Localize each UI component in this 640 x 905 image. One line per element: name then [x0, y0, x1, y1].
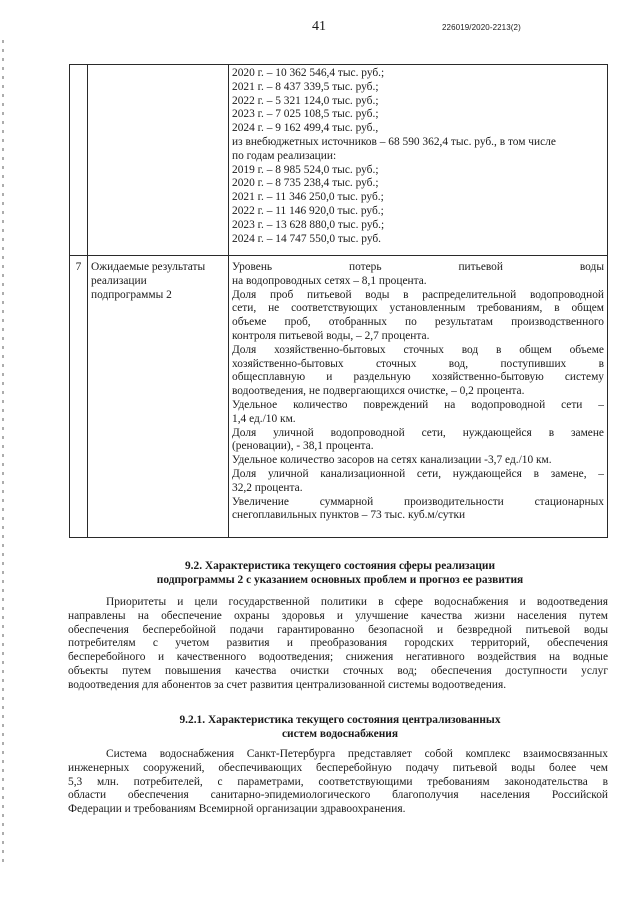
result-line: общесплавную и раздельную хозяйственно-бытовую систему — [232, 371, 604, 384]
document-code: 226019/2020-2213(2) — [442, 23, 521, 32]
result-line: Удельное количество засоров на сетях канализации -3,7 ед./10 км. — [232, 454, 552, 467]
result-line: Доля уличной водопроводной сети, нуждающейся в замене — [232, 426, 604, 439]
result-line: Доля хозяйственно-бытовых сточных вод в общем объеме — [232, 343, 604, 356]
funding-line: 2022 г. – 11 146 920,0 тыс. руб.; — [232, 204, 384, 217]
funding-line: 2021 г. – 11 346 250,0 тыс. руб.; — [232, 191, 384, 204]
section-paragraph-9-2-1 — [68, 748, 608, 817]
funding-line: 2020 г. – 8 735 238,4 тыс. руб.; — [232, 177, 379, 190]
funding-line: 2023 г. – 7 025 108,5 тыс. руб.; — [232, 108, 379, 121]
result-line: хозяйственно-бытовых сточных вод, поступивших в — [232, 357, 604, 370]
result-line: Удельное количество повреждений на водопроводной сети – — [232, 398, 604, 411]
paragraph-line: потребителям с учетом развития и преобразования городских территорий, обеспечения — [68, 637, 608, 650]
result-line: Доля проб питьевой воды в распределительной водопроводной — [232, 288, 604, 301]
paragraph-line: области обеспечения санитарно-эпидемиологического благополучия населения Российской — [68, 789, 608, 802]
heading-line: 9.2. Характеристика текущего состояния сферы реализации — [184, 560, 496, 572]
paragraph-line: обеспечения бесперебойной подачи гарантированно безопасной и безвредной питьевой воды — [68, 623, 608, 636]
row-number-cell — [70, 65, 88, 256]
result-line: сети, не соответствующих установленным требованиям, в общем — [232, 302, 604, 315]
funding-line: по годам реализации: — [232, 149, 337, 162]
result-line: (реновации), - 38,1 процента. — [232, 440, 374, 453]
result-line: 32,2 процента. — [232, 481, 303, 494]
funding-line: 2024 г. – 9 162 499,4 тыс. руб., — [232, 122, 379, 135]
result-line: водоотведения, не подвергающихся очистке, – 0,2 процента. — [232, 385, 525, 398]
funding-cell — [229, 65, 608, 256]
result-line: 1,4 ед./10 км. — [232, 412, 296, 425]
result-line: контроля питьевой воды, – 2,7 процента. — [232, 329, 430, 342]
funding-line: из внебюджетных источников – 68 590 362,4 тыс. руб., в том числе — [232, 135, 556, 148]
paragraph-line: инженерных сооружений, обеспечивающих бесперебойную подачу питьевой воды более чем — [68, 761, 608, 774]
result-line: снегоплавильных пунктов – 73 тыс. куб.м/сутки — [232, 509, 466, 522]
result-line: объеме проб, отобранных по результатам производственного — [232, 316, 604, 329]
scan-edge-artifact — [2, 40, 4, 865]
row-name-cell — [88, 256, 229, 538]
row-name-line: реализации — [91, 274, 147, 287]
row-name-line: Ожидаемые результаты — [91, 261, 206, 273]
row-name-cell — [88, 65, 229, 256]
funding-line: 2022 г. – 5 321 124,0 тыс. руб.; — [232, 94, 379, 107]
funding-line: 2023 г. – 13 628 880,0 тыс. руб.; — [232, 218, 385, 231]
row-number-cell: 7 — [70, 256, 88, 538]
paragraph-line: Система водоснабжения Санкт-Петербурга представляет собой комплекс взаимосвязанных — [106, 748, 608, 760]
result-line: Доля уличной канализационной сети, нуждающейся в замене, – — [232, 467, 604, 480]
result-line: на водопроводных сетях – 8,1 процента. — [232, 274, 427, 287]
result-line: Уровень потерь питьевой воды — [232, 261, 604, 273]
heading-line: подпрограммы 2 с указанием основных проблем и прогноз ее развития — [156, 574, 524, 586]
paragraph-line: Федерации и требованиям Всемирной организации здравоохранения. — [68, 803, 406, 816]
expected-results-cell — [229, 256, 608, 538]
paragraph-line: направлены на обеспечение охраны здоровья и улучшение качества жизни населения путем — [68, 609, 608, 622]
funding-line: 2020 г. – 10 362 546,4 тыс. руб.; — [232, 67, 385, 79]
section-heading-9-2 — [60, 559, 620, 587]
section-paragraph-9-2 — [68, 596, 608, 693]
table-row-funding — [70, 65, 608, 256]
paragraph-line: Приоритеты и цели государственной политики в сфере водоснабжения и водоотведения — [106, 596, 608, 608]
row-name-line: подпрограммы 2 — [91, 288, 172, 301]
heading-line: 9.2.1. Характеристика текущего состояния централизованных — [179, 714, 501, 726]
heading-line: систем водоснабжения — [281, 728, 398, 740]
table-row-7 — [70, 256, 608, 538]
paragraph-line: водоотведения для абонентов за счет развития централизованной системы водоотведения. — [68, 678, 507, 691]
paragraph-line: бесперебойного и качественного водоотведения; снижения негативного воздействия на водные — [68, 651, 608, 664]
result-line: Увеличение суммарной производительности стационарных — [232, 495, 604, 508]
section-heading-9-2-1 — [60, 713, 620, 741]
funding-line: 2024 г. – 14 747 550,0 тыс. руб. — [232, 232, 382, 245]
paragraph-line: 5,3 млн. потребителей, с параметрами, соответствующими требованиям законодательства в — [68, 775, 608, 788]
funding-line: 2021 г. – 8 437 339,5 тыс. руб.; — [232, 80, 379, 93]
passport-table — [69, 64, 608, 538]
paragraph-line: объекты путем повышения качества очистки сточных вод; обеспечения доступности услуг — [68, 664, 608, 677]
page-number: 41 — [312, 19, 326, 34]
funding-line: 2019 г. – 8 985 524,0 тыс. руб.; — [232, 163, 379, 176]
